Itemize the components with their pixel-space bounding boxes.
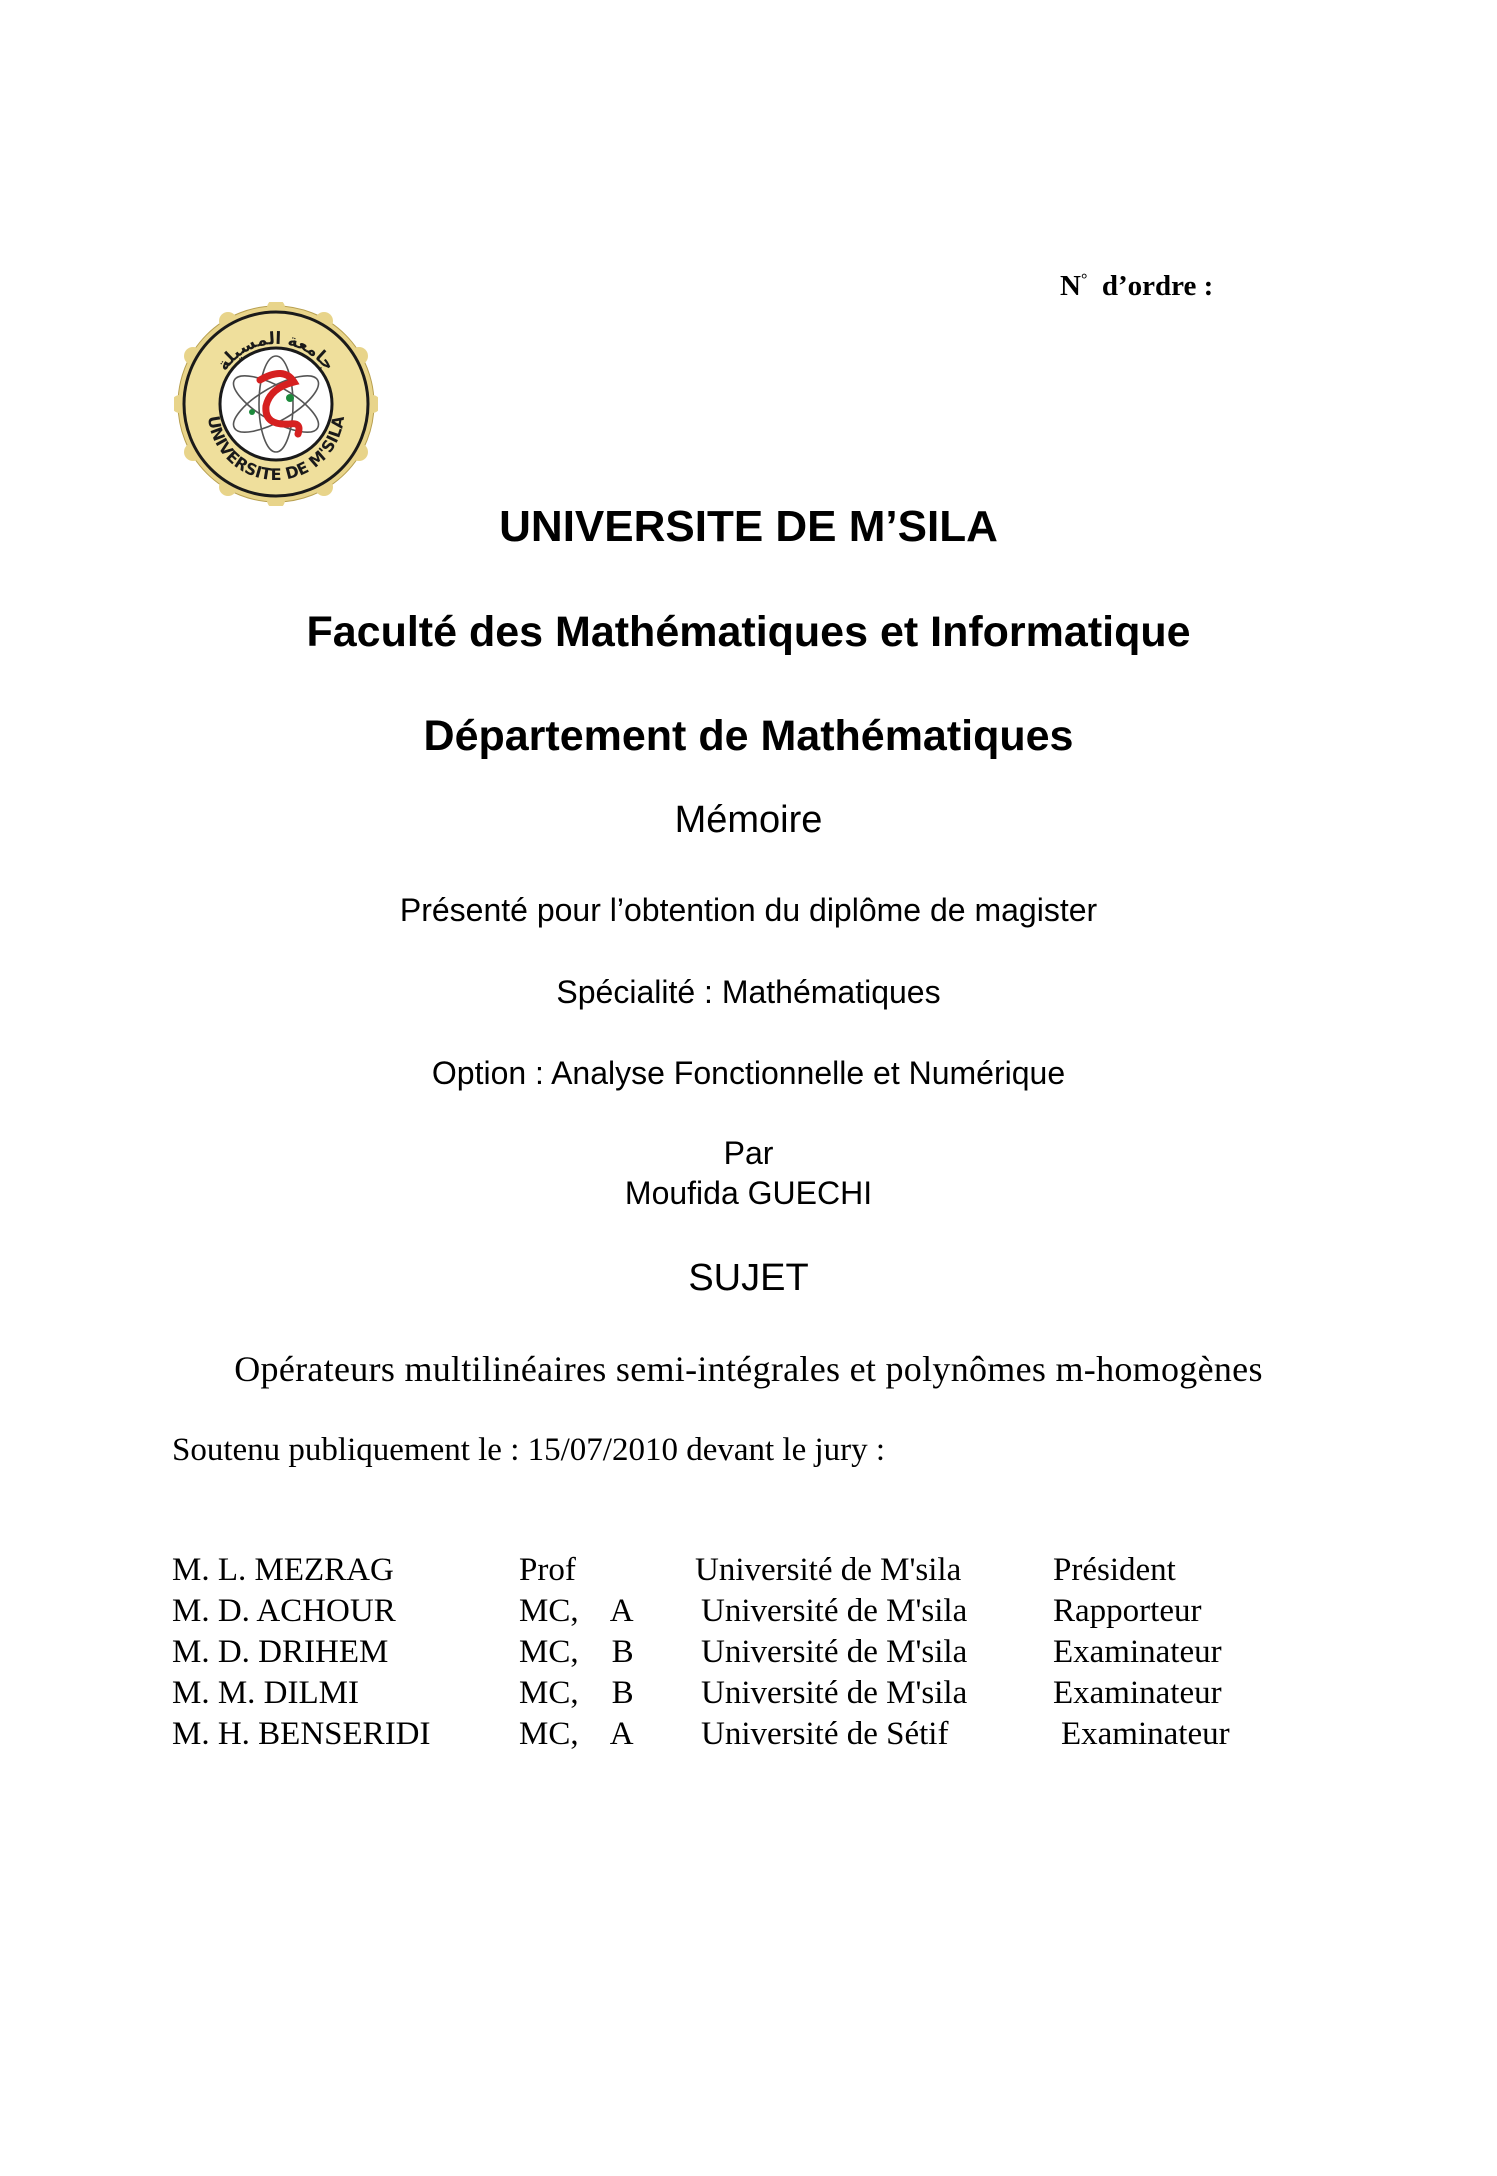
faculty-name: Faculté des Mathématiques et Informatique <box>306 608 1191 656</box>
jury-member-name: M. D. DRIHEM <box>172 1634 389 1670</box>
department-name: Département de Mathématiques <box>423 712 1074 760</box>
jury-row <box>0 1716 1497 1757</box>
jury-row <box>0 1634 1497 1675</box>
degree-purpose: Présenté pour l’obtention du diplôme de magister <box>399 892 1098 928</box>
document-type: Mémoire <box>674 799 823 841</box>
university-seal-icon <box>174 302 378 506</box>
jury-member-university: Université de M'sila <box>695 1552 962 1588</box>
defense-statement: Soutenu publiquement le : 15/07/2010 devant le jury : <box>172 1432 886 1468</box>
jury-member-role: Examinateur <box>1053 1675 1222 1711</box>
jury-member-grade: Prof <box>519 1552 576 1588</box>
university-name: UNIVERSITE DE M’SILA <box>499 502 998 551</box>
jury-member-university: Université de Sétif <box>701 1716 949 1752</box>
jury-member-name: M. H. BENSERIDI <box>172 1716 431 1752</box>
order-text: d’ordre : <box>1101 270 1214 302</box>
jury-member-grade: MC, A <box>519 1716 634 1752</box>
by-label: Par <box>723 1135 774 1171</box>
jury-member-grade: MC, B <box>519 1634 634 1670</box>
option: Option : Analyse Fonctionnelle et Numérique <box>431 1055 1066 1091</box>
thesis-title: Opérateurs multilinéaires semi-intégrales et polynômes m-homogènes <box>234 1349 1263 1389</box>
subject-label: SUJET <box>688 1257 809 1299</box>
order-number-label <box>1060 270 1213 303</box>
order-degree-sign: ° <box>1080 271 1088 289</box>
order-prefix: N <box>1060 270 1081 302</box>
jury-member-university: Université de M'sila <box>701 1675 968 1711</box>
svg-text:UNIVERSITE DE M'SILA: UNIVERSITE DE M'SILA <box>203 414 349 485</box>
jury-row <box>0 1675 1497 1716</box>
svg-text:جامعة المسيلة: جامعة المسيلة <box>213 328 339 375</box>
specialty: Spécialité : Mathématiques <box>556 974 941 1010</box>
author-name: Moufida GUECHI <box>624 1175 873 1211</box>
jury-member-name: M. M. DILMI <box>172 1675 359 1711</box>
jury-member-university: Université de M'sila <box>701 1593 968 1629</box>
jury-member-role: Rapporteur <box>1053 1593 1202 1629</box>
jury-member-role: Président <box>1053 1552 1176 1588</box>
jury-member-university: Université de M'sila <box>701 1634 968 1670</box>
jury-member-grade: MC, B <box>519 1675 634 1711</box>
jury-row <box>0 1593 1497 1634</box>
jury-member-role: Examinateur <box>1053 1634 1222 1670</box>
jury-member-grade: MC, A <box>519 1593 634 1629</box>
jury-member-role: Examinateur <box>1061 1716 1230 1752</box>
jury-member-name: M. D. ACHOUR <box>172 1593 396 1629</box>
jury-row <box>0 1552 1497 1593</box>
jury-member-name: M. L. MEZRAG <box>172 1552 394 1588</box>
